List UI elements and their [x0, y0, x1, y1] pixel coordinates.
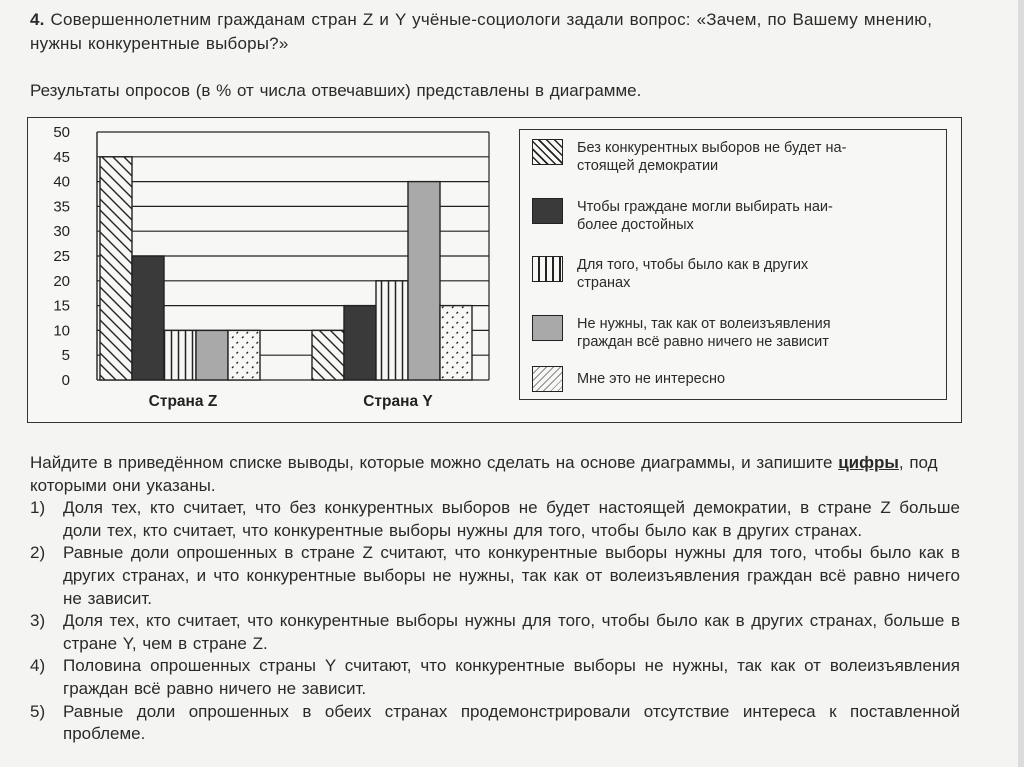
y-tick-label: 25	[53, 248, 70, 265]
legend-label-line2: граждан всё равно ничего не зависит	[577, 334, 829, 350]
legend-label-line1: Без конкурентных выборов не будет на-	[577, 140, 847, 156]
legend-swatch-dark	[532, 198, 563, 224]
legend-swatch-vertical	[532, 256, 563, 282]
chart-legend	[519, 129, 947, 400]
bar-z-series-5	[228, 330, 260, 380]
category-label: Страна Z	[148, 393, 218, 410]
category-label: Страна Y	[363, 393, 433, 410]
answer-option-5: 5) Равные доли опрошенных в обеих странах продемонстрировали отсутствие интереса к поставленной проблеме.	[30, 701, 960, 744]
page-edge	[1018, 0, 1024, 767]
legend-label-line1: Мне это не интересно	[577, 371, 726, 387]
legend-swatch-dotted	[532, 366, 563, 392]
bar-y-series-3	[376, 281, 408, 380]
y-tick-label: 40	[53, 173, 70, 191]
answer-option-4: 4) Половина опрошенных страны Y считают, что конкурентные выборы не нужны, так как от волеизъявления граждан всё равно ничего не зависит.	[30, 656, 960, 698]
bar-z-series-4	[196, 330, 228, 380]
answer-option-1: 1) Доля тех, кто считает, что без конкурентных выборов не будет настоящей демократии, в стране Z больше доли тех, кто считает, что конкурентные выборы нужны для того, чтобы было как в других странах.	[30, 498, 960, 540]
answer-option-2: 2) Равные доли опрошенных в стране Z считают, что конкурентные выборы нужны для того, чтобы было как в других странах, и что конкурентные выборы не нужны, так как от волеизъявления граждан всё равно ничего не зависит.	[30, 543, 960, 608]
legend-label-line2: более достойных	[577, 217, 694, 233]
bar-y-series-4	[408, 182, 440, 380]
legend-swatch-gray	[532, 315, 563, 341]
legend-swatch-diagonal	[532, 139, 563, 165]
y-tick-label: 50	[53, 124, 70, 141]
y-tick-label: 35	[53, 198, 70, 216]
bar-y-series-5	[440, 306, 472, 380]
y-tick-label: 45	[53, 148, 70, 166]
legend-label-line1: Для того, чтобы было как в других	[577, 257, 809, 273]
y-tick-label: 0	[61, 372, 70, 389]
question-number: 4.	[30, 10, 45, 29]
y-tick-label: 30	[53, 223, 70, 241]
bar-chart	[0, 0, 520, 430]
bar-z-series-1	[100, 157, 132, 380]
bar-y-series-1	[312, 330, 344, 380]
chart-caption: Результаты опросов (в % от числа отвечавших) представлены в диаграмме.	[30, 81, 642, 100]
legend-label-line1: Не нужны, так как от волеизъявления	[577, 316, 831, 332]
y-tick-label: 10	[53, 322, 70, 340]
answer-option-3: 3) Доля тех, кто считает, что конкурентные выборы нужны для того, чтобы было как в других странах, больше в стране Y, чем в стране Z.	[30, 611, 960, 653]
legend-label-line1: Чтобы граждане могли выбирать наи-	[577, 199, 833, 215]
legend-label-line2: странах	[577, 275, 631, 291]
legend-label-line2: стоящей демократии	[577, 158, 719, 174]
bar-y-series-2	[344, 306, 376, 380]
bar-z-series-2	[132, 256, 164, 380]
y-tick-label: 20	[53, 272, 70, 290]
question-text: Совершеннолетним гражданам стран Z и Y учёные-социологи задали вопрос: «Зачем, по Вашему мнению, нужны конкурентные выборы?»	[30, 10, 933, 53]
y-tick-label: 5	[61, 347, 70, 365]
y-tick-label: 15	[53, 297, 70, 315]
bar-z-series-3	[164, 330, 196, 380]
task-intro: Найдите в приведённом списке выводы, которые можно сделать на основе диаграммы, и запишите цифры, под которыми они указаны.	[30, 453, 938, 495]
task-block	[30, 452, 960, 746]
task-keyword: цифры	[838, 453, 899, 472]
